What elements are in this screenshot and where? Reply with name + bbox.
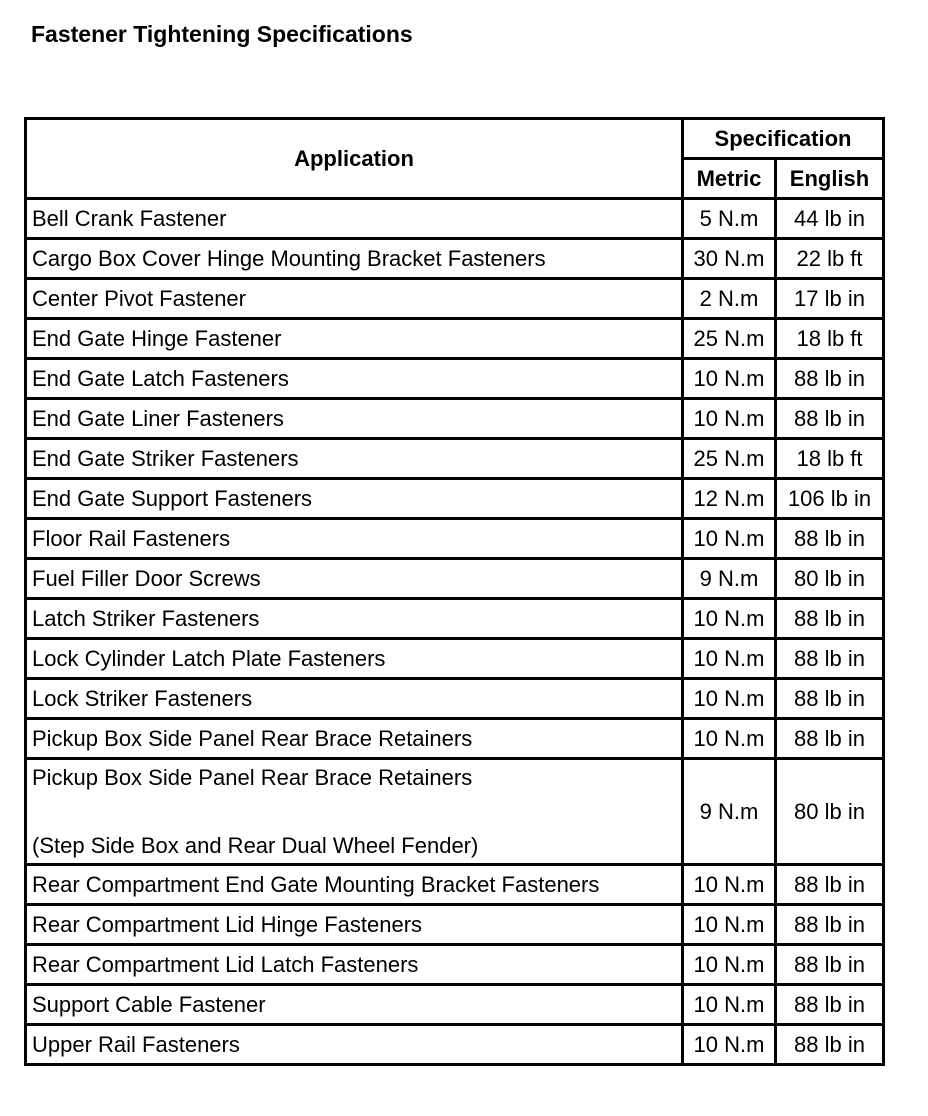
english-cell: 80 lb in: [776, 559, 884, 599]
application-cell: Floor Rail Fasteners: [26, 519, 683, 559]
table-row: [26, 399, 884, 439]
application-cell: End Gate Striker Fasteners: [26, 439, 683, 479]
metric-cell: 10 N.m: [683, 519, 776, 559]
metric-cell: 10 N.m: [683, 905, 776, 945]
application-cell: Lock Striker Fasteners: [26, 679, 683, 719]
table-row: [26, 905, 884, 945]
metric-cell: 10 N.m: [683, 359, 776, 399]
table-row: [26, 199, 884, 239]
metric-cell: 10 N.m: [683, 639, 776, 679]
english-cell: 44 lb in: [776, 199, 884, 239]
application-note: (Step Side Box and Rear Dual Wheel Fender): [32, 833, 479, 858]
table-row: [26, 945, 884, 985]
english-cell: 80 lb in: [776, 759, 884, 865]
table-row: [26, 279, 884, 319]
application-cell: Rear Compartment Lid Hinge Fasteners: [26, 905, 683, 945]
english-cell: 88 lb in: [776, 865, 884, 905]
line-gap: [32, 795, 681, 829]
english-cell: 17 lb in: [776, 279, 884, 319]
english-cell: 106 lb in: [776, 479, 884, 519]
application-cell: Support Cable Fastener: [26, 985, 683, 1025]
application-cell: End Gate Support Fasteners: [26, 479, 683, 519]
table-row: [26, 759, 884, 865]
english-cell: 88 lb in: [776, 719, 884, 759]
metric-cell: 25 N.m: [683, 439, 776, 479]
english-cell: 88 lb in: [776, 945, 884, 985]
table-row: [26, 719, 884, 759]
application-header: Application: [26, 119, 683, 199]
table-row: [26, 519, 884, 559]
table-row: [26, 239, 884, 279]
spec-table: [24, 117, 885, 1066]
table-row: [26, 319, 884, 359]
application-cell: Cargo Box Cover Hinge Mounting Bracket Fasteners: [26, 239, 683, 279]
application-cell: Center Pivot Fastener: [26, 279, 683, 319]
metric-cell: 10 N.m: [683, 719, 776, 759]
english-cell: 22 lb ft: [776, 239, 884, 279]
application-cell: Lock Cylinder Latch Plate Fasteners: [26, 639, 683, 679]
table-row: [26, 985, 884, 1025]
metric-cell: 9 N.m: [683, 759, 776, 865]
application-cell: Upper Rail Fasteners: [26, 1025, 683, 1065]
metric-cell: 9 N.m: [683, 559, 776, 599]
metric-cell: 5 N.m: [683, 199, 776, 239]
application-cell: Fuel Filler Door Screws: [26, 559, 683, 599]
table-row: [26, 359, 884, 399]
metric-cell: 10 N.m: [683, 599, 776, 639]
metric-cell: 10 N.m: [683, 1025, 776, 1065]
application-cell: [26, 759, 683, 865]
metric-header: Metric: [683, 159, 776, 199]
english-cell: 88 lb in: [776, 905, 884, 945]
application-multiline: [32, 760, 681, 863]
application-cell: End Gate Liner Fasteners: [26, 399, 683, 439]
table-row: [26, 599, 884, 639]
english-cell: 88 lb in: [776, 599, 884, 639]
english-cell: 88 lb in: [776, 399, 884, 439]
metric-cell: 10 N.m: [683, 945, 776, 985]
metric-cell: 10 N.m: [683, 865, 776, 905]
application-cell: End Gate Latch Fasteners: [26, 359, 683, 399]
table-row: [26, 559, 884, 599]
english-cell: 88 lb in: [776, 1025, 884, 1065]
table-row: [26, 865, 884, 905]
english-cell: 88 lb in: [776, 679, 884, 719]
table-row: [26, 1025, 884, 1065]
table-row: [26, 639, 884, 679]
english-cell: 88 lb in: [776, 359, 884, 399]
page-title: Fastener Tightening Specifications: [31, 21, 413, 47]
table-row: [26, 479, 884, 519]
english-cell: 18 lb ft: [776, 319, 884, 359]
application-text: Pickup Box Side Panel Rear Brace Retainers: [32, 765, 473, 790]
application-cell: End Gate Hinge Fastener: [26, 319, 683, 359]
application-cell: Latch Striker Fasteners: [26, 599, 683, 639]
english-header: English: [776, 159, 884, 199]
application-cell: Pickup Box Side Panel Rear Brace Retainers: [26, 719, 683, 759]
metric-cell: 2 N.m: [683, 279, 776, 319]
metric-cell: 10 N.m: [683, 985, 776, 1025]
table-row: [26, 679, 884, 719]
english-cell: 18 lb ft: [776, 439, 884, 479]
specification-header: Specification: [683, 119, 884, 159]
english-cell: 88 lb in: [776, 519, 884, 559]
table-row: [26, 439, 884, 479]
metric-cell: 25 N.m: [683, 319, 776, 359]
application-cell: Rear Compartment End Gate Mounting Bracket Fasteners: [26, 865, 683, 905]
english-cell: 88 lb in: [776, 985, 884, 1025]
metric-cell: 30 N.m: [683, 239, 776, 279]
metric-cell: 10 N.m: [683, 399, 776, 439]
metric-cell: 12 N.m: [683, 479, 776, 519]
application-cell: Bell Crank Fastener: [26, 199, 683, 239]
english-cell: 88 lb in: [776, 639, 884, 679]
metric-cell: 10 N.m: [683, 679, 776, 719]
application-cell: Rear Compartment Lid Latch Fasteners: [26, 945, 683, 985]
